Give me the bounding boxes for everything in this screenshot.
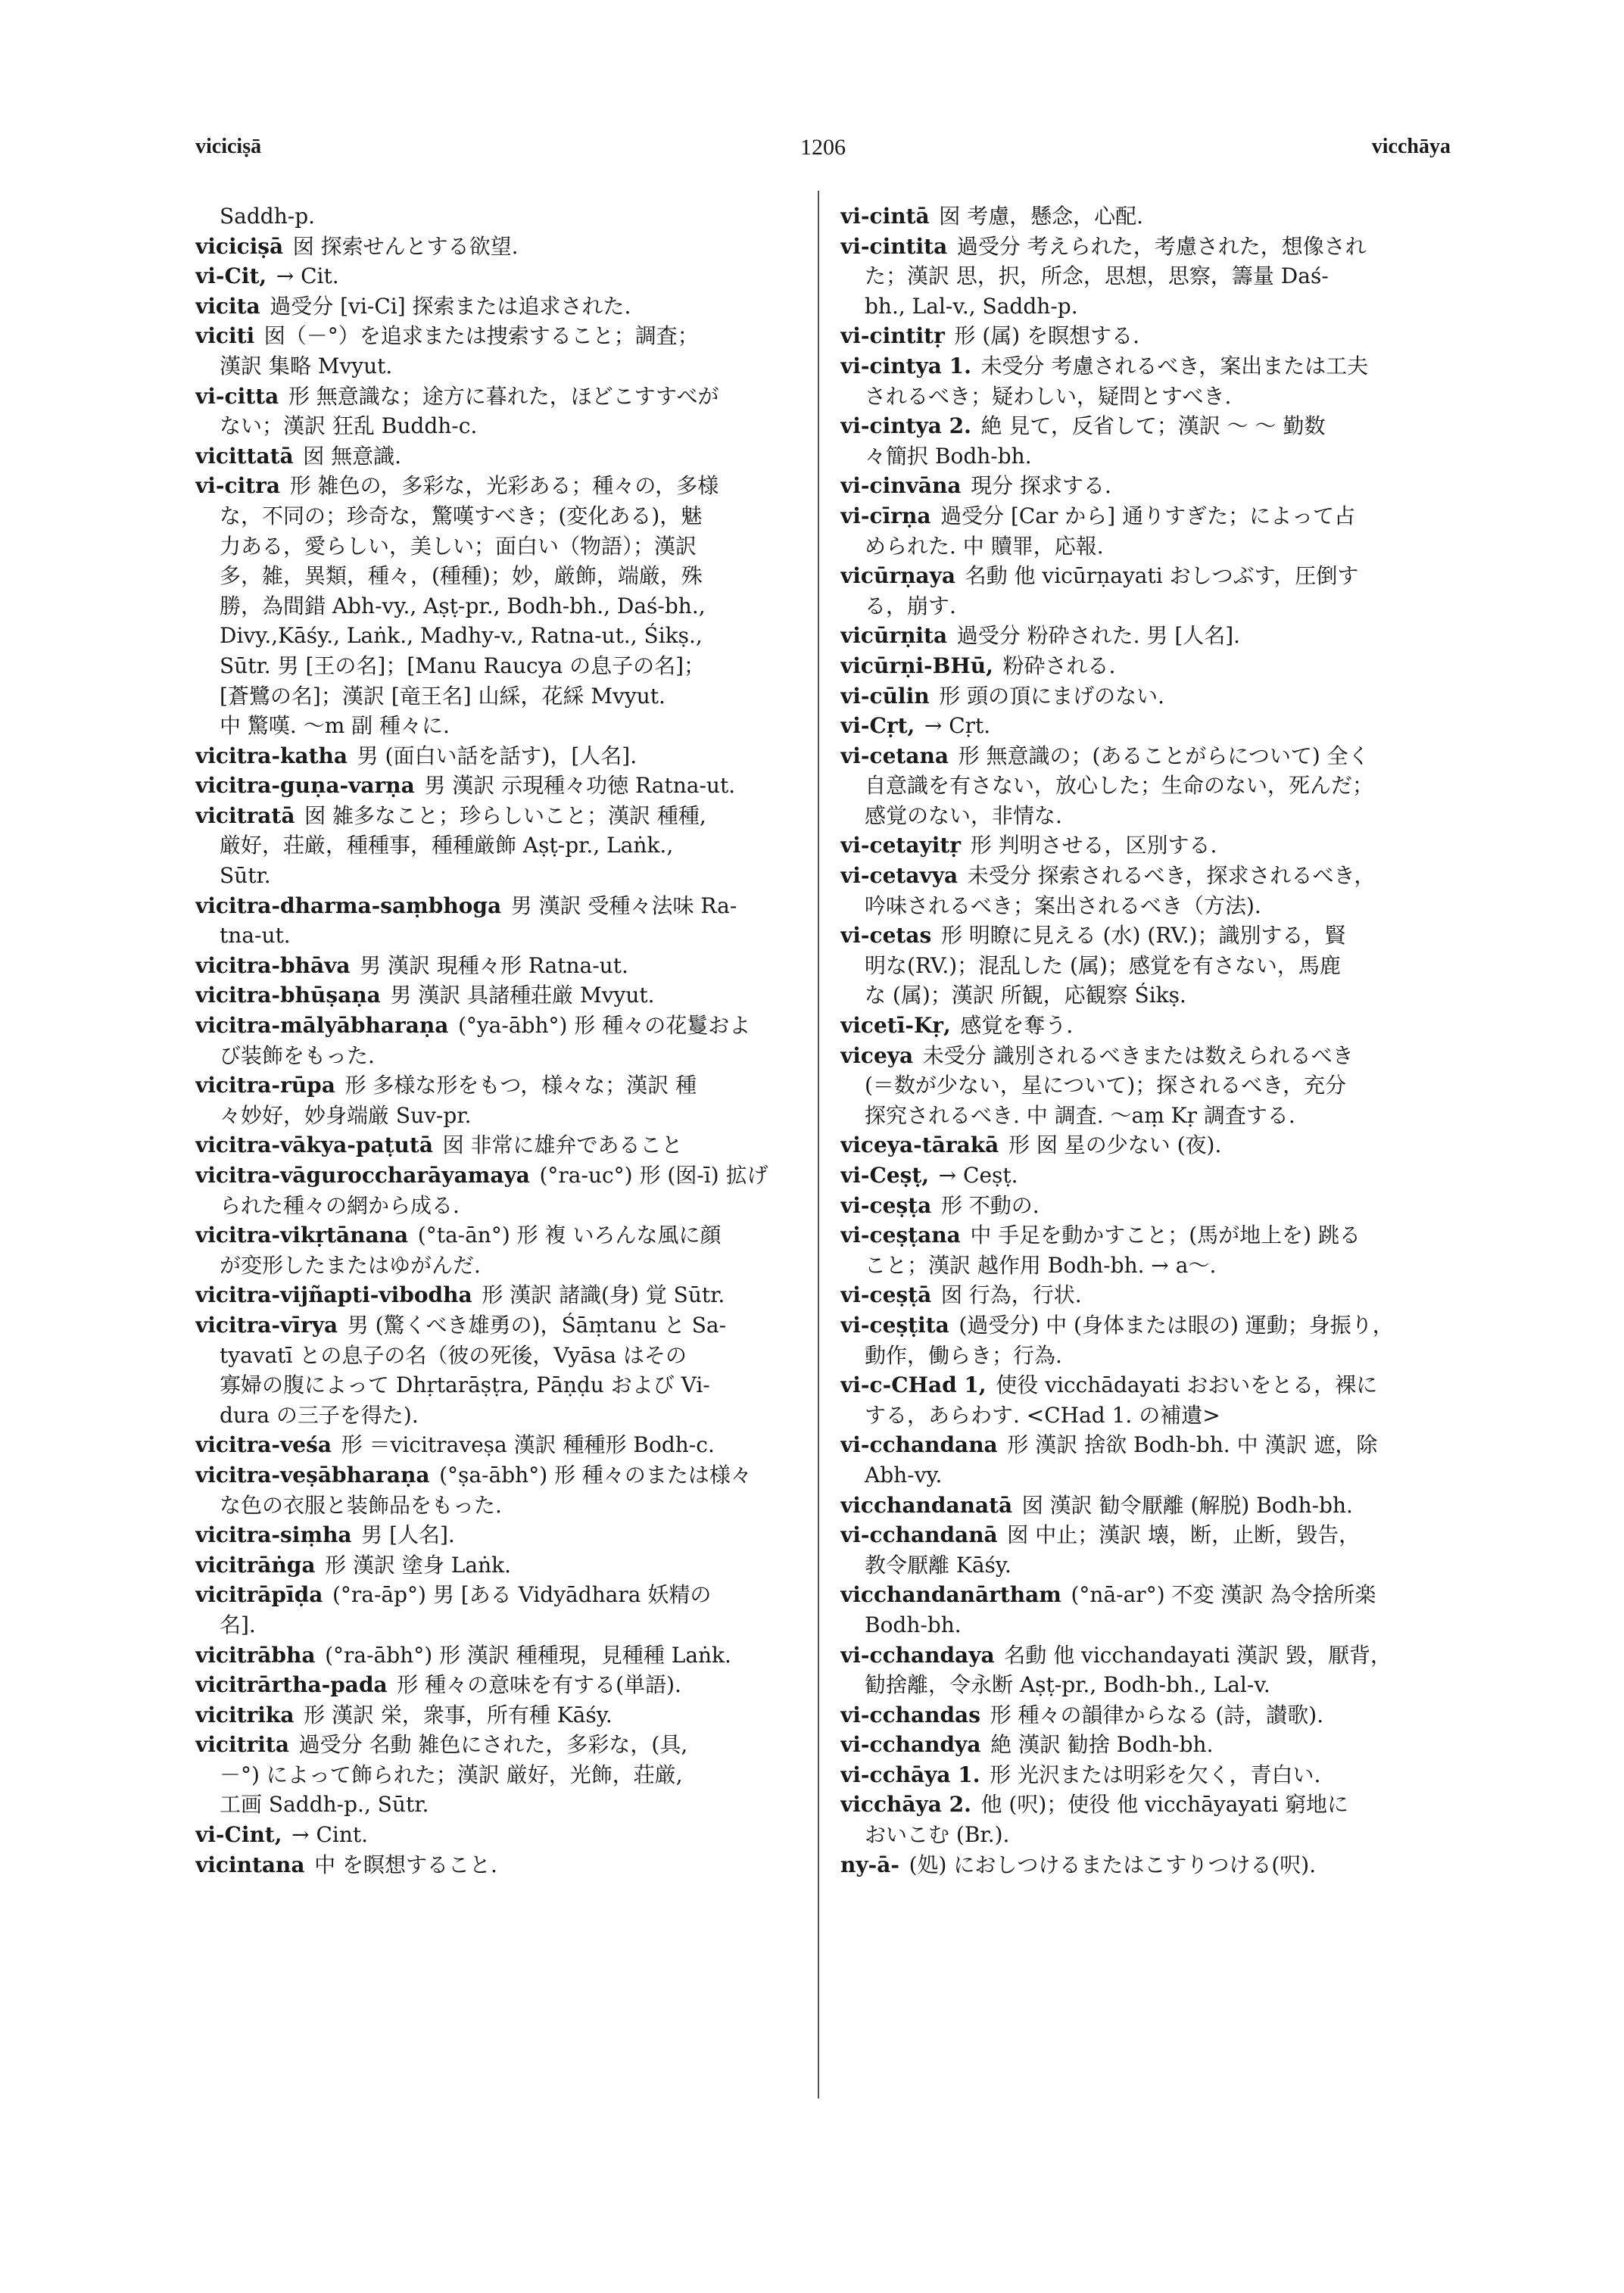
definition-text: → Cint.: [291, 1822, 369, 1848]
dictionary-entry: [195, 771, 801, 801]
dictionary-entry: [840, 1640, 1457, 1671]
dictionary-entry: [195, 291, 801, 322]
dictionary-entry: [195, 382, 801, 412]
header-left-guide-word: viciciṣā: [195, 135, 262, 158]
headword: vicitrāṅga: [195, 1552, 316, 1578]
definition-text: 々簡択 Bodh-bh.: [865, 443, 1032, 469]
headword: vicitra-vīrya: [195, 1312, 338, 1338]
dictionary-entry: [840, 1310, 1457, 1341]
definition-text: 形 無意識な；途方に暮れた，ほどこすすべが: [288, 383, 719, 409]
definition-text: されるべき；疑わしい，疑問とすべき.: [865, 383, 1232, 409]
headword: vi-cetavya: [840, 863, 959, 889]
column-divider: [818, 191, 819, 2098]
dictionary-entry: [195, 1130, 801, 1161]
dictionary-entry: [195, 1070, 801, 1101]
dictionary-entry: [195, 261, 801, 291]
definition-text: Divy.,Kāśy., Laṅk., Madhy-v., Ratna-ut., Śikṣ.,: [220, 623, 703, 649]
entry-continuation: [195, 1610, 801, 1640]
definition-text: 絶 漢訳 勧捨 Bodh-bh.: [990, 1732, 1214, 1758]
dictionary-entry: [840, 1520, 1457, 1550]
headword: vi-cintitṛ: [840, 323, 945, 349]
dictionary-entry: [840, 471, 1457, 501]
definition-text: び装飾をもった.: [220, 1042, 375, 1068]
dictionary-entry: [840, 1370, 1457, 1400]
dictionary-entry: [195, 1520, 801, 1550]
headword: ny-ā-: [840, 1852, 900, 1877]
definition-text: な (属)；漢訳 所観，応観察 Śikṣ.: [865, 983, 1186, 1008]
entry-continuation: [840, 261, 1457, 291]
entry-continuation: [195, 921, 801, 951]
definition-text: (°ra-uc°) 形 (囡-ī) 拡げ: [539, 1163, 768, 1188]
dictionary-entry: [840, 861, 1457, 891]
definition-text: dura の三子を得た).: [220, 1402, 419, 1428]
definition-text: 現分 探求する.: [971, 473, 1111, 499]
entry-continuation: [195, 861, 801, 891]
entry-continuation: [840, 891, 1457, 921]
headword: vi-cūlin: [840, 683, 930, 709]
definition-text: (過受分) 中 (身体または眼の) 運動；身振り，: [959, 1312, 1394, 1338]
definition-text: 絶 見て，反省して；漢訳 ～ ～ 勤数: [980, 413, 1326, 439]
headword: vicita: [195, 293, 260, 319]
definition-text: 中 を瞑想すること.: [314, 1852, 497, 1877]
definition-text: 男 (面白い話を話す)，[人名].: [357, 743, 637, 768]
headword: vicitrārtha-pada: [195, 1672, 388, 1698]
definition-text: －°) によって飾られた；漢訳 厳好，光飾，荘厳,: [220, 1762, 683, 1787]
headword: vicitra-vākya-paṭutā: [195, 1132, 433, 1158]
dictionary-entry: [195, 1700, 801, 1731]
definition-text: 感覚を奪う.: [960, 1013, 1074, 1039]
dictionary-entry: [195, 1161, 801, 1191]
entry-continuation: [195, 681, 801, 712]
headword: vicitrābha: [195, 1642, 316, 1668]
entry-continuation: [840, 531, 1457, 562]
headword: vicitra-katha: [195, 743, 348, 768]
headword: vicchandanatā: [840, 1492, 1013, 1518]
headword: vi-c-CHad 1,: [840, 1372, 987, 1398]
entry-continuation: [840, 1400, 1457, 1431]
dictionary-entry: [195, 1730, 801, 1760]
definition-text: 囡 雑多なこと；珍らしいこと；漢訳 種種,: [304, 802, 706, 828]
headword: vicitra-dharma-saṃbhoga: [195, 893, 502, 918]
headword: vicchāya 2.: [840, 1792, 971, 1818]
definition-text: 教令厭離 Kāśy.: [865, 1552, 1011, 1578]
headword: vi-Ceṣṭ,: [840, 1163, 930, 1188]
definition-text: 男 漢訳 具諸種荘厳 Mvyut.: [390, 983, 655, 1008]
dictionary-entry: [840, 1760, 1457, 1790]
definition-text: 囡（－°）を追求または捜索すること；調査；: [263, 323, 699, 349]
headword: vicitra-guṇa-varṇa: [195, 773, 415, 799]
definition-text: 形 漢訳 捨欲 Bodh-bh. 中 漢訳 遮，除: [1007, 1432, 1378, 1458]
definition-text: 多，雑，異類，種々，(種種)；妙，厳飾，端厳，殊: [220, 563, 703, 589]
headword: vicitrita: [195, 1732, 289, 1758]
definition-text: 囡 行為，行状.: [940, 1282, 1082, 1308]
headword: viciti: [195, 323, 255, 349]
definition-text: bh., Lal-v., Saddh-p.: [865, 293, 1078, 319]
definition-text: tyavatī との息子の名（彼の死後，Vyāsa はその: [220, 1342, 687, 1368]
headword: vicitra-vāguroccharāyamaya: [195, 1163, 530, 1188]
dictionary-entry: [195, 951, 801, 981]
entry-continuation: [840, 441, 1457, 472]
definition-text: 粉砕される.: [1002, 653, 1116, 678]
definition-text: ない；漢訳 狂乱 Buddh-c.: [220, 413, 478, 439]
dictionary-entry: [840, 1161, 1457, 1191]
definition-text: 中 驚嘆. ～m 副 種々に.: [220, 713, 450, 739]
entry-continuation: [840, 1670, 1457, 1700]
entry-continuation: [195, 1400, 801, 1431]
dictionary-entry: [840, 501, 1457, 531]
headword: vi-ceṣṭā: [840, 1282, 932, 1308]
dictionary-entry: [195, 980, 801, 1011]
dictionary-entry: [195, 232, 801, 262]
entry-continuation: [840, 771, 1457, 801]
headword: vi-citra: [195, 473, 281, 499]
dictionary-entry: [195, 741, 801, 771]
dictionary-entry: [840, 921, 1457, 951]
dictionary-entry: [840, 741, 1457, 771]
definition-text: 男 (驚くべき雄勇の)，Śāṃtanu と Sa-: [347, 1312, 727, 1338]
definition-text: 形 光沢または明彩を欠く，青白い.: [990, 1762, 1321, 1787]
definition-text: 過受分 [Car から] 通りすぎた；によって占: [940, 503, 1356, 528]
definition-text: 力ある，愛らしい，美しい；面白い（物語）；漢訳: [220, 533, 697, 559]
definition-text: 過受分 [vi-Ci] 探索または追求された.: [270, 293, 631, 319]
definition-text: おいこむ (Br.).: [865, 1822, 1010, 1848]
definition-text: 男 漢訳 示現種々功徳 Ratna-ut.: [424, 773, 736, 799]
dictionary-entry: [195, 1820, 801, 1850]
headword: vi-ceṣṭana: [840, 1223, 961, 1248]
dictionary-entry: [840, 201, 1457, 232]
headword: vi-cīrṇa: [840, 503, 931, 528]
dictionary-entry: [195, 1460, 801, 1491]
entry-continuation: [195, 561, 801, 591]
definition-text: Saddh-p.: [220, 204, 316, 229]
entry-continuation: [840, 382, 1457, 412]
entry-continuation: [195, 1370, 801, 1400]
headword: vicitra-veṣābharaṇa: [195, 1462, 430, 1488]
headword: viciciṣā: [195, 233, 284, 259]
entry-continuation: [840, 801, 1457, 831]
definition-text: 形 頭の頂にまげのない.: [939, 683, 1164, 709]
definition-text: 未受分 識別されるべきまたは数えられるべき: [922, 1042, 1354, 1068]
definition-text: tna-ut.: [220, 923, 291, 949]
headword: vi-cchandaya: [840, 1642, 995, 1668]
definition-text: (°ya-ābh°) 形 種々の花鬘およ: [457, 1013, 751, 1039]
entry-continuation: [195, 1041, 801, 1071]
definition-text: 動作，働らき；行為.: [865, 1342, 1062, 1368]
headword: vicitra-rūpa: [195, 1073, 335, 1098]
definition-text: 形 種々の意味を有する(単語).: [397, 1672, 681, 1698]
definition-text: (＝数が少ない，星について)；探されるべき，充分: [865, 1073, 1347, 1098]
definition-text: 男 漢訳 現種々形 Ratna-ut.: [360, 952, 628, 978]
dictionary-entry: [195, 1430, 801, 1460]
headword: vicitra-mālyābharaṇa: [195, 1013, 449, 1039]
headword: vicintana: [195, 1852, 305, 1877]
dictionary-entry: [195, 801, 801, 831]
definition-text: (°ta-ān°) 形 複 いろんな風に顔: [417, 1223, 722, 1248]
dictionary-entry: [195, 1011, 801, 1041]
headword: vi-cintya 1.: [840, 353, 971, 379]
dictionary-entry: [195, 1550, 801, 1581]
dictionary-entry: [195, 1580, 801, 1610]
definition-text: 形 不動の.: [940, 1192, 1040, 1218]
headword: vi-cchāya 1.: [840, 1762, 980, 1787]
headword: vicitrāpīḍa: [195, 1582, 323, 1608]
entry-continuation: [840, 1101, 1457, 1131]
definition-text: 囡 非常に雄弁であること: [442, 1132, 683, 1158]
headword: vicitra-bhūṣaṇa: [195, 983, 381, 1008]
definition-text: 自意識を有さない，放心した；生命のない，死んだ；: [865, 773, 1374, 799]
right-column: [840, 201, 1457, 1880]
dictionary-entry: [840, 1280, 1457, 1310]
dictionary-entry: [195, 1280, 801, 1310]
entry-continuation: [840, 1070, 1457, 1101]
dictionary-entry: [195, 441, 801, 472]
dictionary-entry: [840, 681, 1457, 712]
headword: vicūrṇi-BHū,: [840, 653, 993, 678]
definition-text: Sūtr. 男 [王の名]；[Manu Raucya の息子の名]；: [220, 653, 706, 678]
entry-continuation: [195, 830, 801, 861]
entry-continuation: [840, 951, 1457, 981]
definition-text: → Ceṣṭ.: [938, 1163, 1018, 1188]
dictionary-entry: [840, 232, 1457, 262]
dictionary-entry: [840, 1430, 1457, 1460]
entry-continuation: [195, 1101, 801, 1131]
headword: vi-cintita: [840, 233, 948, 259]
headword: vicūrṇita: [840, 623, 948, 649]
headword: vicetī-Kṛ,: [840, 1013, 951, 1039]
definition-text: → Cṛt.: [924, 713, 991, 739]
definition-text: 形 漢訳 諸識(身) 覚 Sūtr.: [482, 1282, 725, 1308]
dictionary-entry: [195, 471, 801, 501]
entry-continuation: [840, 291, 1457, 322]
headword: vicitra-bhāva: [195, 952, 351, 978]
definition-text: められた. 中 贖罪，応報.: [865, 533, 1104, 559]
entry-continuation: [840, 591, 1457, 622]
headword: viceya-tārakā: [840, 1132, 999, 1158]
definition-text: 形 明瞭に見える (水) (RV.)；識別する，賢: [940, 923, 1346, 949]
definition-text: 厳好，荘厳，種種事，種種厳飾 Aṣṭ-pr., Laṅk.,: [220, 833, 674, 858]
definition-text: 形 ＝vicitraveṣa 漢訳 種種形 Bodh-c.: [341, 1432, 715, 1458]
headword: vicitra-veśa: [195, 1432, 332, 1458]
definition-text: 寡婦の腹によって Dhṛtarāṣṭra, Pāṇḍu および Vi-: [220, 1372, 710, 1398]
dictionary-entry: [840, 411, 1457, 441]
definition-text: 過受分 名動 雑色にされた，多彩な，(具,: [298, 1732, 688, 1758]
definition-text: → Cit.: [276, 263, 339, 289]
headword: vi-citta: [195, 383, 279, 409]
headword: vicitra-siṃha: [195, 1522, 352, 1548]
headword: vi-Cit,: [195, 263, 267, 289]
entry-continuation: [195, 351, 801, 382]
definition-text: (°ra-āp°) 男 [ある Vidyādhara 妖精の: [332, 1582, 712, 1608]
dictionary-entry: [195, 891, 801, 921]
definition-text: 勧捨離，令永断 Aṣṭ-pr., Bodh-bh., Lal-v.: [865, 1672, 1270, 1698]
headword: vi-cchandya: [840, 1732, 981, 1758]
definition-text: 勝，為間錯 Abh-vy., Aṣṭ-pr., Bodh-bh., Daś-bh.,: [220, 593, 706, 618]
definition-text: な色の衣服と装飾品をもった.: [220, 1492, 502, 1518]
definition-text: 名].: [220, 1612, 256, 1637]
definition-text: 探究されるべき. 中 調査. ～aṃ Kṛ 調査する.: [865, 1102, 1295, 1128]
definition-text: [蒼鷺の名]；漢訳 [竜王名] 山綵，花綵 Mvyut.: [220, 683, 665, 709]
entry-continuation: [195, 201, 801, 232]
headword: vi-cetayitṛ: [840, 833, 962, 858]
headword: vi-Cṛt,: [840, 713, 915, 739]
dictionary-entry: [195, 1310, 801, 1341]
definition-text: 囡 漢訳 勧令厭離 (解脱) Bodh-bh.: [1021, 1492, 1353, 1518]
dictionary-entry: [840, 651, 1457, 681]
definition-text: 未受分 考慮されるべき，案出または工夫: [980, 353, 1369, 379]
definition-text: 囡 探索せんとする欲望.: [292, 233, 519, 259]
definition-text: 形 雑色の，多彩な，光彩ある；種々の，多様: [289, 473, 719, 499]
definition-text: 明な(RV.)；混乱した (属)；感覚を有さない，馬鹿: [865, 952, 1341, 978]
definition-text: た；漢訳 思，択，所念，思想，思察，籌量 Daś-: [865, 263, 1329, 289]
definition-text: 男 漢訳 受種々法味 Ra-: [510, 893, 737, 918]
entry-continuation: [195, 1760, 801, 1790]
definition-text: が変形したまたはゆがんだ.: [220, 1252, 481, 1278]
entry-continuation: [195, 1790, 801, 1820]
definition-text: 名動 他 vicchandayati 漢訳 毀，厭背，: [1004, 1642, 1392, 1668]
definition-text: (°ṣa-ābh°) 形 種々のまたは様々: [439, 1462, 752, 1488]
entry-continuation: [195, 591, 801, 622]
definition-text: 形 種々の韻律からなる (詩，讃歌).: [990, 1702, 1324, 1728]
headword: vi-ceṣṭita: [840, 1312, 949, 1338]
header-right-guide-word: vicchāya: [1371, 135, 1451, 158]
definition-text: Bodh-bh.: [865, 1612, 962, 1637]
entry-continuation: [195, 711, 801, 741]
definition-text: 形 漢訳 栄，衆事，所有種 Kāśy.: [304, 1702, 613, 1728]
dictionary-entry: [195, 1850, 801, 1880]
entry-continuation: [840, 980, 1457, 1011]
entry-continuation: [195, 1491, 801, 1521]
running-head: [195, 135, 1451, 173]
headword: vi-cetana: [840, 743, 949, 768]
dictionary-entry: [195, 321, 801, 351]
entry-continuation: [840, 1550, 1457, 1581]
dictionary-entry: [195, 1220, 801, 1251]
entry-continuation: [195, 1191, 801, 1221]
headword: vicitra-vijñapti-vibodha: [195, 1282, 472, 1308]
entry-continuation: [840, 1820, 1457, 1850]
definition-text: 形 (属) を瞑想する.: [954, 323, 1139, 349]
definition-text: 男 [人名].: [361, 1522, 455, 1548]
headword: vi-Cint,: [195, 1822, 282, 1848]
dictionary-entry: [840, 1580, 1457, 1610]
definition-text: 形 判明させる，区別する.: [970, 833, 1217, 858]
dictionary-entry: [840, 321, 1457, 351]
definition-text: 工画 Saddh-p., Sūtr.: [220, 1792, 429, 1818]
headword: vi-cchandana: [840, 1432, 998, 1458]
dictionary-entry: [840, 1790, 1457, 1820]
dictionary-entry: [840, 1850, 1457, 1880]
dictionary-entry: [840, 1220, 1457, 1251]
definition-text: 形 漢訳 塗身 Laṅk.: [325, 1552, 511, 1578]
dictionary-entry: [840, 1130, 1457, 1161]
dictionary-entry: [840, 1191, 1457, 1221]
dictionary-entry: [840, 1491, 1457, 1521]
entry-continuation: [840, 1341, 1457, 1371]
definition-text: 囡 考慮，懸念，心配.: [939, 204, 1144, 229]
definition-text: 形 無意識の；(あることがらについて) 全く: [958, 743, 1370, 768]
dictionary-entry: [840, 1041, 1457, 1071]
page-number: 1206: [800, 135, 846, 160]
dictionary-entry: [195, 1640, 801, 1671]
definition-text: する，あらわす. <CHad 1. の補遺>: [865, 1402, 1220, 1428]
definition-text: 他 (呎)；使役 他 vicchāyayati 窮地に: [980, 1792, 1349, 1818]
entry-continuation: [195, 501, 801, 531]
definition-text: 漢訳 集略 Mvyut.: [220, 353, 393, 379]
dictionary-entry: [840, 830, 1457, 861]
dictionary-entry: [840, 1011, 1457, 1041]
headword: vi-ceṣṭa: [840, 1192, 932, 1218]
definition-text: 未受分 探索されるべき，探求されるべき，: [967, 863, 1376, 889]
headword: vicūrṇaya: [840, 563, 955, 589]
headword: vi-cetas: [840, 923, 932, 949]
dictionary-entry: [840, 621, 1457, 651]
headword: vi-cchandas: [840, 1702, 980, 1728]
headword: vicitra-vikṛtānana: [195, 1223, 409, 1248]
definition-text: 形 多様な形をもつ，様々な；漢訳 種: [344, 1073, 697, 1098]
headword: vi-cintya 2.: [840, 413, 971, 439]
entry-continuation: [195, 411, 801, 441]
headword: vi-cinvāna: [840, 473, 962, 499]
headword: vi-cintā: [840, 204, 930, 229]
entry-continuation: [840, 1251, 1457, 1281]
dictionary-entry: [840, 351, 1457, 382]
definition-text: 過受分 考えられた，考慮された，想像され: [956, 233, 1367, 259]
entry-continuation: [840, 1610, 1457, 1640]
definition-text: 々妙好，妙身端厳 Suv-pr.: [220, 1102, 472, 1128]
entry-continuation: [195, 621, 801, 651]
definition-text: な，不同の；珍奇な，驚嘆すべき；(変化ある)，魅: [220, 503, 703, 528]
entry-continuation: [195, 1341, 801, 1371]
definition-text: 中 手足を動かすこと；(馬が地上を) 跳る: [970, 1223, 1361, 1248]
definition-text: 吟味されるべき；案出されるべき（方法).: [865, 893, 1261, 918]
definition-text: 囡 中止；漢訳 壊，断，止断，毀告，: [1007, 1522, 1361, 1548]
definition-text: Abh-vy.: [865, 1462, 943, 1488]
headword: vicittatā: [195, 443, 294, 469]
definition-text: 使役 vicchādayati おおいをとる，裸に: [996, 1372, 1378, 1398]
definition-text: 形 囡 星の少ない (夜).: [1008, 1132, 1222, 1158]
definition-text: られた種々の網から成る.: [220, 1192, 460, 1218]
definition-text: こと；漢訳 越作用 Bodh-bh. → a～.: [865, 1252, 1217, 1278]
entry-continuation: [195, 651, 801, 681]
headword: vicitrika: [195, 1702, 295, 1728]
headword: viceya: [840, 1042, 914, 1068]
dictionary-entry: [840, 1730, 1457, 1760]
definition-text: 名動 他 vicūrṇayati おしつぶす，圧倒す: [965, 563, 1359, 589]
dictionary-entry: [840, 711, 1457, 741]
definition-text: (処) におしつけるまたはこすりつける(呎).: [909, 1852, 1317, 1877]
dictionary-entry: [840, 1700, 1457, 1731]
dictionary-entry: [840, 561, 1457, 591]
left-column: [195, 201, 801, 1880]
definition-text: (°nā-ar°) 不変 漢訳 為令捨所楽: [1071, 1582, 1376, 1608]
definition-text: る，崩す.: [865, 593, 956, 618]
entry-continuation: [840, 1460, 1457, 1491]
definition-text: 囡 無意識.: [303, 443, 402, 469]
headword: vicchandanārtham: [840, 1582, 1061, 1608]
entry-continuation: [195, 1251, 801, 1281]
definition-text: (°ra-ābh°) 形 漢訳 種種現，見種種 Laṅk.: [325, 1642, 731, 1668]
headword: vicitratā: [195, 802, 295, 828]
definition-text: 過受分 粉砕された. 男 [人名].: [956, 623, 1241, 649]
definition-text: 感覚のない，非情な.: [865, 802, 1062, 828]
headword: vi-cchandanā: [840, 1522, 998, 1548]
dictionary-entry: [195, 1670, 801, 1700]
definition-text: Sūtr.: [220, 863, 271, 889]
entry-continuation: [195, 531, 801, 562]
